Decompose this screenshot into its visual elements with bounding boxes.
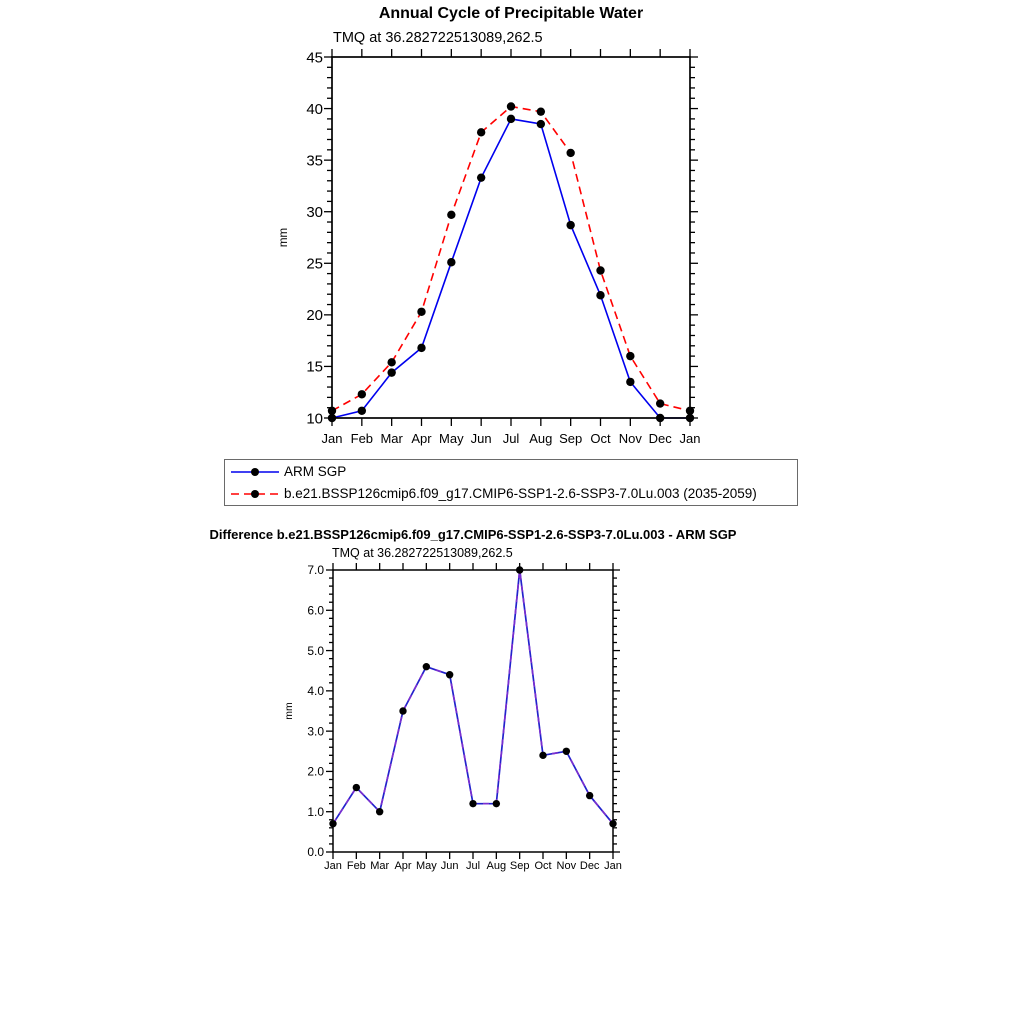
svg-text:May: May — [439, 431, 464, 446]
top-plot-axes — [278, 49, 700, 446]
svg-text:Apr: Apr — [394, 860, 412, 872]
svg-text:Dec: Dec — [579, 860, 600, 872]
svg-text:10: 10 — [306, 410, 323, 428]
svg-text:Feb: Feb — [346, 860, 366, 872]
legend-item-arm-sgp — [225, 461, 797, 483]
legend-item-model — [225, 483, 797, 505]
legend-label-arm-sgp: ARM SGP — [284, 464, 347, 479]
svg-text:Jul: Jul — [465, 860, 481, 872]
svg-text:Oct: Oct — [590, 431, 611, 446]
svg-text:Apr: Apr — [411, 431, 432, 446]
top-chart-title: Annual Cycle of Precipitable Water — [378, 5, 644, 22]
svg-text:6.0: 6.0 — [307, 603, 324, 618]
legend-line-sample-dashed-icon — [229, 486, 281, 502]
top-chart-plot — [250, 45, 730, 457]
bottom-chart-title: Difference b.e21.BSSP126cmip6.f09_g17.CMIP6-SSP1-2.6-SSP3-7.0Lu.003 - ARM SGP — [209, 527, 737, 542]
top-chart-subtitle: TMQ at 36.282722513089,262.5 — [333, 30, 543, 46]
legend-label-model: b.e21.BSSP126cmip6.f09_g17.CMIP6-SSP1-2.6-SSP3-7.0Lu.003 (2035-2059) — [284, 486, 757, 501]
svg-text:35: 35 — [306, 152, 323, 170]
svg-text:Nov: Nov — [556, 860, 577, 872]
legend — [224, 459, 798, 506]
top-plot-markers — [328, 102, 694, 422]
svg-text:4.0: 4.0 — [307, 684, 324, 699]
svg-text:30: 30 — [306, 203, 323, 221]
top-plot-series-line-0 — [332, 119, 690, 418]
svg-text:Jan: Jan — [324, 860, 342, 872]
svg-text:Feb: Feb — [350, 431, 374, 446]
svg-text:45: 45 — [306, 49, 323, 67]
svg-text:Sep: Sep — [559, 431, 583, 446]
bottom-plot-series — [333, 570, 613, 824]
svg-text:mm: mm — [278, 227, 290, 248]
svg-text:1.0: 1.0 — [307, 804, 324, 819]
svg-text:5.0: 5.0 — [307, 643, 324, 658]
svg-text:Mar: Mar — [370, 860, 390, 872]
svg-text:20: 20 — [306, 307, 323, 325]
svg-text:Jan: Jan — [604, 860, 622, 872]
bottom-plot-series-line-0 — [333, 570, 613, 824]
bottom-plot-markers — [329, 566, 616, 827]
svg-text:Nov: Nov — [618, 431, 642, 446]
legend-line-sample-solid-icon — [229, 464, 281, 480]
svg-text:25: 25 — [306, 255, 323, 273]
svg-text:Dec: Dec — [648, 431, 672, 446]
svg-text:Jun: Jun — [470, 431, 492, 446]
svg-text:Jan: Jan — [321, 431, 343, 446]
top-plot-series — [332, 107, 690, 419]
svg-text:Oct: Oct — [534, 860, 552, 872]
svg-text:2.0: 2.0 — [307, 764, 324, 779]
svg-text:Jul: Jul — [502, 431, 520, 446]
svg-text:15: 15 — [306, 358, 323, 376]
top-plot-series-line-1 — [332, 107, 690, 411]
svg-text:Sep: Sep — [509, 860, 530, 872]
svg-text:Jun: Jun — [440, 860, 459, 872]
svg-text:May: May — [415, 860, 437, 872]
svg-text:3.0: 3.0 — [307, 724, 324, 739]
bottom-chart-plot — [250, 560, 680, 890]
svg-text:Aug: Aug — [486, 860, 507, 872]
svg-text:Mar: Mar — [380, 431, 403, 446]
svg-text:Aug: Aug — [529, 431, 553, 446]
bottom-chart-subtitle: TMQ at 36.282722513089,262.5 — [332, 546, 513, 560]
svg-text:mm: mm — [283, 702, 295, 720]
svg-text:0.0: 0.0 — [307, 845, 324, 860]
svg-text:7.0: 7.0 — [307, 563, 324, 578]
svg-text:40: 40 — [306, 100, 323, 118]
svg-text:Jan: Jan — [679, 431, 701, 446]
